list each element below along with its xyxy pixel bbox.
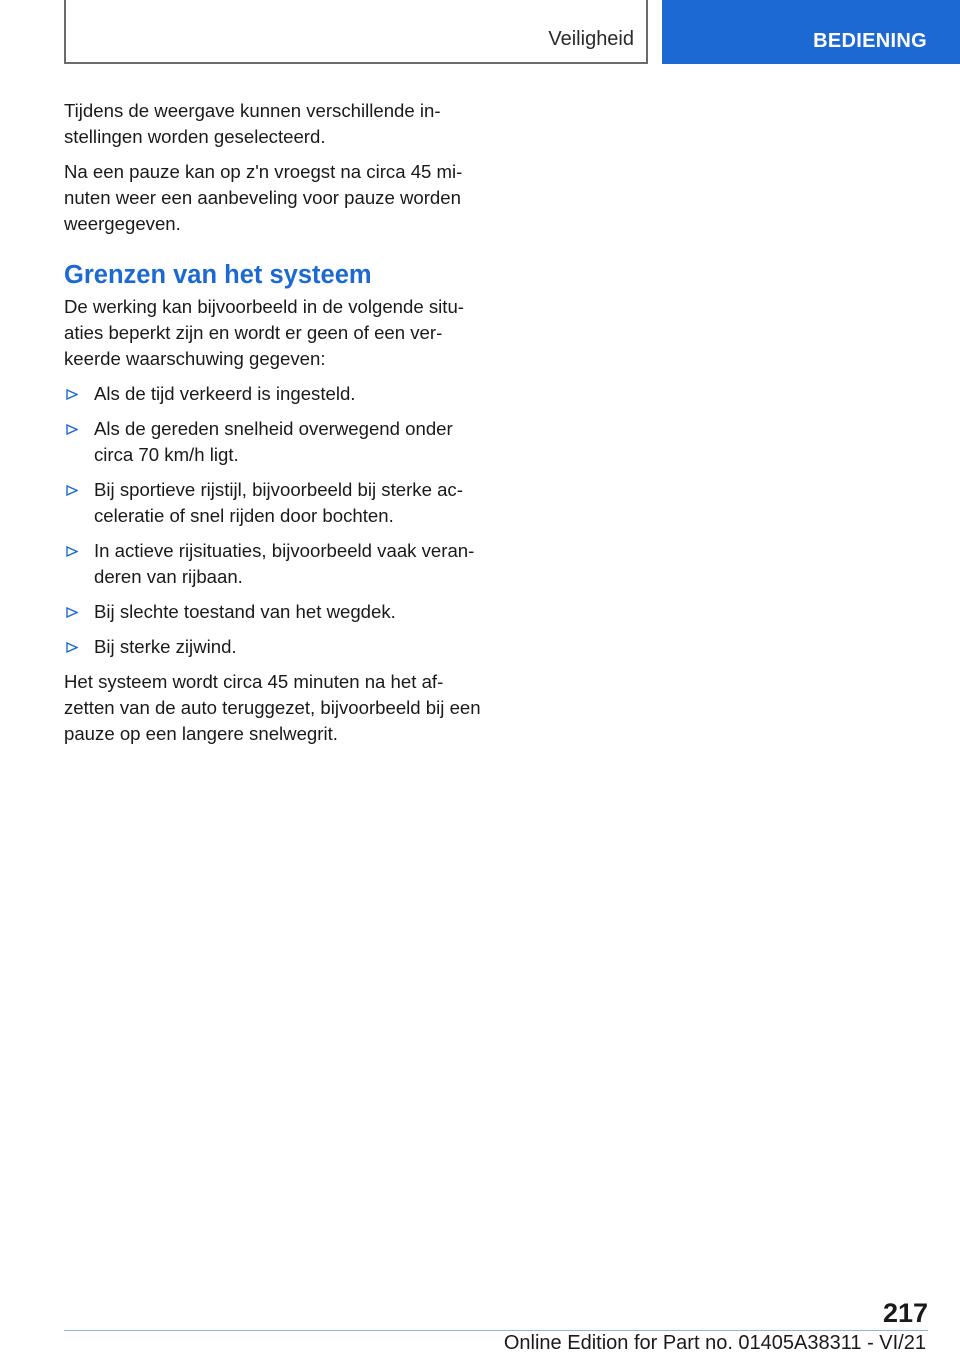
bullet-item — [64, 599, 484, 625]
footer-divider — [64, 1330, 928, 1331]
header-section-label: Veiligheid — [548, 28, 634, 50]
header-chapter-box — [662, 0, 960, 64]
page-number: 217 — [882, 1298, 928, 1328]
closing-paragraph: Het systeem wordt circa 45 minuten na het af‐ zetten van de auto teruggezet, bijvoorbeeld bij een pauze op een langere snelwegrit. — [64, 671, 481, 744]
bullet-text: Bij slechte toestand van het wegdek. — [94, 601, 396, 622]
bullet-item — [64, 634, 484, 660]
main-content — [64, 98, 484, 756]
bullet-list — [64, 381, 484, 660]
bullet-text: Als de gereden snelheid overwegend onder circa 70 km/h ligt. — [94, 418, 453, 465]
header-chapter-label: BEDIENING — [813, 30, 927, 52]
triangle-bullet-icon — [66, 389, 78, 400]
footer-edition-text: Online Edition for Part no. 01405A38311 - VI/21 — [503, 1332, 926, 1354]
bullet-item — [64, 538, 484, 590]
section-heading: Grenzen van het systeem — [64, 261, 372, 289]
bullet-text: In actieve rijsituaties, bijvoorbeeld vaak veran‐ deren van rijbaan. — [94, 540, 475, 587]
intro-paragraph: Tijdens de weergave kunnen verschillende in‐ stellingen worden geselecteerd. — [64, 100, 441, 147]
triangle-bullet-icon — [66, 424, 78, 435]
bullet-text: Als de tijd verkeerd is ingesteld. — [94, 383, 356, 404]
bullet-item — [64, 416, 484, 468]
triangle-bullet-icon — [66, 642, 78, 653]
bullet-item — [64, 381, 484, 407]
bullet-item — [64, 477, 484, 529]
header-section-box — [64, 0, 648, 64]
intro-paragraph: Na een pauze kan op z'n vroegst na circa 45 mi‐ nuten weer een aanbeveling voor pauze worden weergegeven. — [64, 161, 463, 234]
triangle-bullet-icon — [66, 546, 78, 557]
bullet-text: Bij sportieve rijstijl, bijvoorbeeld bij sterke ac‐ celeratie of snel rijden door bochten. — [94, 479, 463, 526]
bullet-text: Bij sterke zijwind. — [94, 636, 237, 657]
section-lead-paragraph: De werking kan bijvoorbeeld in de volgende situ‐ aties beperkt zijn en wordt er geen of een ver‐ keerde waarschuwing gegeven: — [64, 296, 465, 369]
triangle-bullet-icon — [66, 485, 78, 496]
triangle-bullet-icon — [66, 607, 78, 618]
